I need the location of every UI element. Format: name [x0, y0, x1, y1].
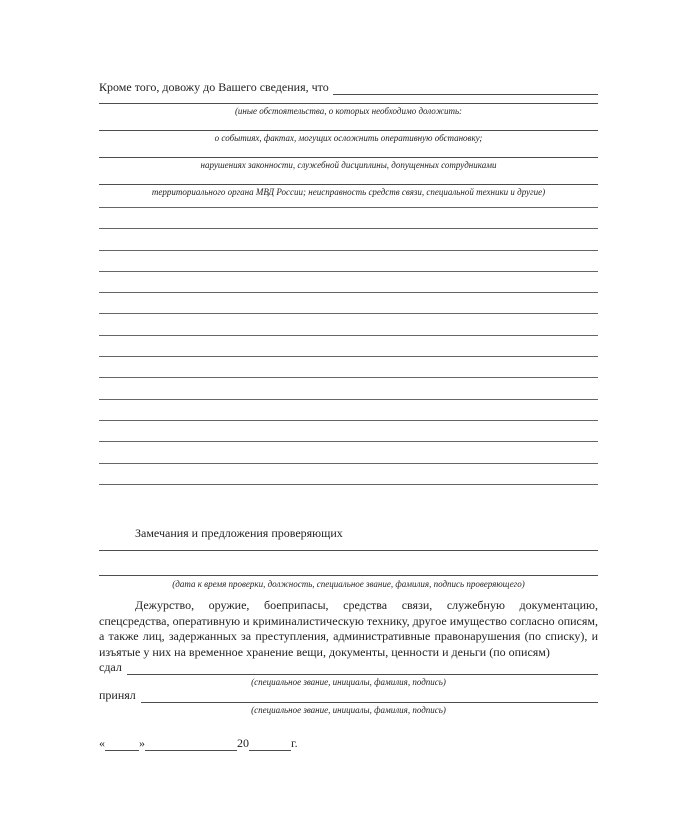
- hint-pair: [99, 130, 598, 157]
- hint-block: [99, 103, 598, 211]
- received-line: [99, 688, 598, 703]
- blank-write-line: [99, 356, 598, 377]
- blank-write-line: [99, 441, 598, 462]
- remarks-heading: Замечания и предложения проверяющих: [135, 526, 343, 540]
- blank-write-line: [99, 271, 598, 292]
- year-century: 20: [237, 736, 249, 750]
- blank-write-line: [99, 463, 598, 484]
- year-write-line: [249, 737, 291, 751]
- hint-pair: [99, 103, 598, 130]
- open-quote: «: [99, 736, 105, 750]
- gave-line: [99, 660, 598, 675]
- remarks-write-line: [99, 550, 598, 551]
- remarks-caption: (дата к время проверки, должность, специальное звание, фамилия, подпись проверяющего): [172, 579, 525, 589]
- remarks-write-line: [99, 575, 598, 590]
- month-write-line: [145, 737, 237, 751]
- received-label: принял: [99, 688, 136, 702]
- day-write-line: [105, 737, 139, 751]
- blank-write-line: [99, 292, 598, 313]
- gave-label: сдал: [99, 660, 122, 674]
- blank-lines-block: [99, 207, 598, 505]
- hint-caption: территориального органа МВД России; неисправность средств связи, специальной техники и другие): [151, 187, 546, 197]
- intro-label: Кроме того, довожу до Вашего сведения, что: [99, 80, 329, 94]
- gave-write-line: [127, 661, 598, 675]
- hint-caption: о событиях, фактах, могущих осложнить оперативную обстановку;: [214, 133, 483, 143]
- blank-write-line: [99, 420, 598, 441]
- blank-write-line: [99, 377, 598, 398]
- received-caption: (специальное звание, инициалы, фамилия, подпись): [251, 705, 446, 715]
- duty-paragraph: Дежурство, оружие, боеприпасы, средства связи, служебную документацию, спецсредства, оперативную и криминалистическую технику, другое имущество согласно описям, а также лиц, задержанных за преступления, административные правонарушения (по списку), и изъятые у них на временное хранение вещи, документы, ценности и деньги (по описям): [99, 598, 598, 660]
- blank-write-line: [99, 399, 598, 420]
- hint-caption: (иные обстоятельства, о которых необходимо доложить:: [234, 106, 463, 116]
- blank-write-line: [99, 207, 598, 228]
- blank-write-line: [99, 484, 598, 505]
- blank-write-line: [99, 313, 598, 334]
- blank-write-line: [99, 335, 598, 356]
- received-write-line: [141, 689, 598, 703]
- blank-write-line: [99, 228, 598, 249]
- close-quote: »: [139, 736, 145, 750]
- blank-write-line: [99, 250, 598, 271]
- hint-caption: нарушениях законности, служебной дисциплины, допущенных сотрудниками: [200, 160, 497, 170]
- date-line: [99, 736, 298, 751]
- intro-line: [99, 80, 598, 95]
- year-suffix: г.: [291, 736, 298, 750]
- gave-caption: (специальное звание, инициалы, фамилия, подпись): [251, 677, 446, 687]
- hint-pair: [99, 157, 598, 184]
- intro-write-line: [333, 81, 598, 95]
